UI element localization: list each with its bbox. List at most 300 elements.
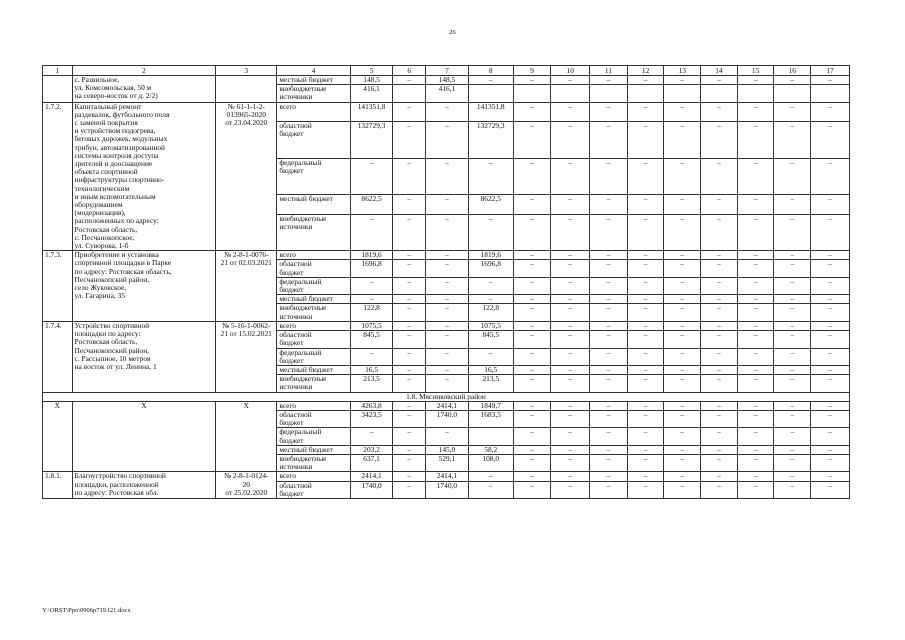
column-number-header: 15 [737,66,774,76]
amount-cell: – [664,375,701,392]
measure-name: Приобретение и установка спортивной площадки в Парке по адресу: Ростовская область, Песчанокопский район, село Жуковское, ул. Гагарина, 35 [72,251,216,322]
amount-cell: – [811,251,850,260]
amount-cell: – [811,260,850,277]
amount-cell: – [737,454,774,471]
approval-document: № 2-8-1-0124- 20 от 25.02.2020 [216,472,277,499]
amount-cell: – [774,445,811,454]
amount-cell: – [737,321,774,330]
amount-cell: 58,2 [468,445,513,454]
amount-cell: – [664,472,701,481]
approval-document: № 61-1-1-2- 013965-2020 от 23.04.2020 [216,102,277,251]
amount-cell: – [701,375,738,392]
column-number-header: 17 [811,66,850,76]
column-number-header: 5 [350,66,393,76]
amount-cell: – [627,445,664,454]
amount-cell: – [468,472,513,481]
amount-cell: – [468,76,513,85]
amount-cell: – [393,277,426,294]
amount-cell: – [426,277,469,294]
amount-cell: – [774,295,811,304]
amount-cell: 2414,1 [350,472,393,481]
amount-cell: – [811,321,850,330]
amount-cell: – [701,481,738,498]
amount-cell: – [737,481,774,498]
amount-cell: 108,0 [468,454,513,471]
approval-document: Х [216,401,277,472]
amount-cell: – [811,410,850,427]
amount-cell: – [393,304,426,321]
table-row [43,321,850,330]
amount-cell: – [513,260,551,277]
amount-cell: – [627,121,664,158]
amount-cell: – [811,195,850,214]
amount-cell: – [513,481,551,498]
amount-cell: – [393,321,426,330]
amount-cell: 148,5 [350,76,393,85]
amount-cell: – [664,331,701,348]
amount-cell: 1740,0 [426,481,469,498]
amount-cell: – [774,251,811,260]
amount-cell: – [664,76,701,85]
amount-cell: – [627,251,664,260]
measure-name: Благоустройство спортивной площадки, расположенной по адресу: Ростовская обл. [72,472,216,499]
amount-cell: – [350,158,393,195]
amount-cell: – [664,445,701,454]
amount-cell: – [513,410,551,427]
amount-cell: – [627,401,664,410]
amount-cell: 16,5 [350,365,393,374]
funding-source: внебюджетные источники [277,304,350,321]
amount-cell: – [590,295,628,304]
amount-cell: – [551,158,590,195]
amount-cell: – [513,331,551,348]
amount-cell: – [468,277,513,294]
amount-cell: – [426,365,469,374]
amount-cell: 132729,3 [350,121,393,158]
amount-cell: – [350,277,393,294]
funding-source: федеральный бюджет [277,348,350,365]
amount-cell: – [513,295,551,304]
amount-cell: 1819,6 [350,251,393,260]
amount-cell: – [551,295,590,304]
amount-cell: – [426,195,469,214]
amount-cell: – [701,121,738,158]
column-number-header: 12 [627,66,664,76]
section-row [43,392,850,401]
amount-cell: – [468,348,513,365]
table-row [43,401,850,410]
amount-cell: – [426,158,469,195]
amount-cell: – [426,102,469,121]
amount-cell: – [737,304,774,321]
amount-cell: – [811,348,850,365]
amount-cell: 1740,0 [426,410,469,427]
budget-table [42,65,850,499]
amount-cell: – [737,472,774,481]
amount-cell: – [426,375,469,392]
amount-cell: – [627,304,664,321]
column-number-header: 6 [393,66,426,76]
amount-cell: 203,2 [350,445,393,454]
measure-name: с. Развильное, ул. Комсомольская, 50 м на северо-восток от д. 2/2) [72,76,216,103]
amount-cell: – [590,102,628,121]
amount-cell: – [468,481,513,498]
table-row [43,102,850,121]
column-number-header: 2 [72,66,216,76]
amount-cell: – [627,428,664,445]
amount-cell: 845,5 [468,331,513,348]
amount-cell: – [551,214,590,251]
measure-name: Устройство спортивной площадки по адресу: Ростовская область, Песчанокопский район, с. Рассыпное, 10 метров на восток от ул. Ленина, 1 [72,321,216,392]
amount-cell: – [393,76,426,85]
amount-cell: – [664,348,701,365]
amount-cell: – [737,251,774,260]
amount-cell: – [590,365,628,374]
amount-cell: – [551,260,590,277]
funding-source: внебюджетные источники [277,375,350,392]
amount-cell: – [350,428,393,445]
amount-cell: – [774,214,811,251]
amount-cell: 148,5 [426,76,469,85]
amount-cell: – [811,76,850,85]
amount-cell: – [590,76,628,85]
amount-cell: – [513,365,551,374]
amount-cell: 213,5 [350,375,393,392]
amount-cell: – [468,214,513,251]
page-number: 26 [449,29,456,36]
measure-name: Х [72,401,216,472]
section-title: 1.8. Мясниковский район [43,392,850,401]
amount-cell: – [513,277,551,294]
table-row [43,251,850,260]
amount-cell: – [737,375,774,392]
amount-cell: – [811,295,850,304]
amount-cell: – [811,481,850,498]
amount-cell: – [393,481,426,498]
funding-source: местный бюджет [277,76,350,85]
amount-cell: – [627,158,664,195]
amount-cell: – [701,277,738,294]
amount-cell: – [590,375,628,392]
amount-cell: – [513,102,551,121]
amount-cell: 1683,5 [468,410,513,427]
amount-cell: – [590,331,628,348]
amount-cell: – [551,445,590,454]
amount-cell: – [701,472,738,481]
amount-cell: – [513,251,551,260]
amount-cell: – [811,277,850,294]
amount-cell: 637,1 [350,454,393,471]
amount-cell: 8622,5 [468,195,513,214]
amount-cell: – [811,454,850,471]
amount-cell: – [627,454,664,471]
amount-cell [701,85,738,102]
approval-document: № 5-16-1-0062- 21 от 15.02.2021 [216,321,277,392]
amount-cell: – [513,321,551,330]
funding-source: местный бюджет [277,295,350,304]
amount-cell: 16,5 [468,365,513,374]
amount-cell: – [701,260,738,277]
amount-cell: – [590,251,628,260]
amount-cell: – [811,365,850,374]
amount-cell: – [627,375,664,392]
amount-cell [774,85,811,102]
funding-source: местный бюджет [277,365,350,374]
amount-cell: – [551,401,590,410]
amount-cell: – [737,195,774,214]
amount-cell [664,85,701,102]
amount-cell: – [811,401,850,410]
amount-cell: – [737,102,774,121]
amount-cell: – [590,260,628,277]
amount-cell: – [513,121,551,158]
amount-cell: – [774,454,811,471]
amount-cell: – [590,195,628,214]
amount-cell: – [426,304,469,321]
amount-cell: 2414,1 [426,472,469,481]
amount-cell: – [774,401,811,410]
amount-cell: – [664,277,701,294]
amount-cell: 1075,5 [350,321,393,330]
amount-cell: 4263,8 [350,401,393,410]
amount-cell: – [737,445,774,454]
measure-code: 1.8.1. [43,472,73,499]
measure-code [43,76,73,103]
amount-cell: – [468,158,513,195]
amount-cell: – [664,102,701,121]
amount-cell: – [551,195,590,214]
table-row [43,76,850,85]
amount-cell: – [701,76,738,85]
amount-cell: – [590,401,628,410]
amount-cell [811,85,850,102]
amount-cell: 132729,3 [468,121,513,158]
funding-source: федеральный бюджет [277,428,350,445]
amount-cell: – [737,121,774,158]
amount-cell: – [551,277,590,294]
amount-cell: – [393,121,426,158]
amount-cell: – [551,121,590,158]
amount-cell: – [468,295,513,304]
amount-cell: – [664,454,701,471]
amount-cell: – [811,472,850,481]
amount-cell: – [393,472,426,481]
amount-cell: – [737,295,774,304]
amount-cell: – [590,304,628,321]
amount-cell: – [551,331,590,348]
amount-cell: – [701,321,738,330]
amount-cell: 529,1 [426,454,469,471]
amount-cell: – [513,158,551,195]
amount-cell: – [701,348,738,365]
amount-cell: – [774,304,811,321]
amount-cell: – [551,251,590,260]
amount-cell: – [701,454,738,471]
amount-cell: – [627,102,664,121]
amount-cell: 8622,5 [350,195,393,214]
amount-cell: – [811,121,850,158]
amount-cell: – [551,454,590,471]
funding-source: областной бюджет [277,481,350,498]
amount-cell: – [551,410,590,427]
column-number-header: 4 [277,66,350,76]
amount-cell: – [701,401,738,410]
amount-cell: – [393,260,426,277]
amount-cell: – [774,121,811,158]
amount-cell: – [590,121,628,158]
funding-source: всего [277,102,350,121]
measure-code: Х [43,401,73,472]
amount-cell [551,85,590,102]
amount-cell: – [393,454,426,471]
amount-cell: – [590,454,628,471]
amount-cell: – [513,304,551,321]
amount-cell: – [551,365,590,374]
amount-cell: – [737,428,774,445]
amount-cell: – [590,348,628,365]
funding-source: областной бюджет [277,410,350,427]
amount-cell: – [774,260,811,277]
header-row [43,66,850,76]
measure-code: 1.7.2. [43,102,73,251]
amount-cell: – [513,445,551,454]
amount-cell: – [664,321,701,330]
amount-cell: – [513,76,551,85]
funding-source: всего [277,251,350,260]
funding-source: областной бюджет [277,260,350,277]
amount-cell: – [701,365,738,374]
column-number-header: 16 [774,66,811,76]
amount-cell: – [426,121,469,158]
amount-cell: – [426,321,469,330]
amount-cell: – [513,214,551,251]
amount-cell: – [737,410,774,427]
amount-cell: – [590,445,628,454]
table-row [43,472,850,481]
amount-cell: – [627,481,664,498]
amount-cell: – [551,375,590,392]
amount-cell: – [701,295,738,304]
amount-cell: – [393,214,426,251]
amount-cell: 3423,5 [350,410,393,427]
amount-cell [627,85,664,102]
amount-cell: – [664,251,701,260]
amount-cell: – [551,76,590,85]
approval-document [216,76,277,103]
column-number-header: 3 [216,66,277,76]
amount-cell: – [811,428,850,445]
amount-cell: – [551,321,590,330]
amount-cell: 1696,8 [468,260,513,277]
amount-cell: – [774,348,811,365]
amount-cell: – [393,295,426,304]
funding-source: областной бюджет [277,331,350,348]
amount-cell: – [664,481,701,498]
amount-cell: – [737,158,774,195]
amount-cell: 1849,7 [468,401,513,410]
funding-source: внебюджетные источники [277,454,350,471]
amount-cell: – [701,195,738,214]
amount-cell: – [664,195,701,214]
amount-cell: 1075,5 [468,321,513,330]
amount-cell: – [664,401,701,410]
amount-cell: – [551,428,590,445]
amount-cell: – [627,321,664,330]
amount-cell [590,85,628,102]
amount-cell: – [701,158,738,195]
amount-cell: – [627,472,664,481]
amount-cell: – [737,401,774,410]
amount-cell: – [590,428,628,445]
amount-cell: – [426,348,469,365]
amount-cell: – [664,295,701,304]
measure-code: 1.7.4. [43,321,73,392]
amount-cell: – [393,365,426,374]
amount-cell: 416,1 [426,85,469,102]
amount-cell: – [701,251,738,260]
amount-cell: – [350,348,393,365]
amount-cell: – [664,428,701,445]
amount-cell: – [811,445,850,454]
amount-cell: – [774,102,811,121]
funding-source: внебюджетные источники [277,214,350,251]
amount-cell: – [701,214,738,251]
amount-cell: – [590,277,628,294]
amount-cell: 145,0 [426,445,469,454]
column-number-header: 7 [426,66,469,76]
amount-cell: – [590,321,628,330]
amount-cell: – [664,365,701,374]
amount-cell: 122,8 [350,304,393,321]
amount-cell: – [627,260,664,277]
amount-cell: – [774,410,811,427]
column-number-header: 10 [551,66,590,76]
amount-cell [513,85,551,102]
measure-name: Капитальный ремонт раздевалок, футбольного поля с заменой покрытия и устройством подогрева, беговых дорожек, модульных трибун, автоматизированной системы контроля доступа зрителей и дооснащение объекта спортивной инфраструктуры спортивно- технологическим и иным вспомогательным оборудованием (модернизация), расположенных по адресу: Ростовская область, с. Песчанокопское, ул. Суворова, 1-б [72,102,216,251]
amount-cell: 1696,8 [350,260,393,277]
amount-cell [393,85,426,102]
amount-cell: – [737,76,774,85]
amount-cell: – [811,331,850,348]
amount-cell: – [513,401,551,410]
amount-cell: – [426,295,469,304]
amount-cell: – [551,102,590,121]
amount-cell: – [551,304,590,321]
column-number-header: 1 [43,66,73,76]
amount-cell: – [664,410,701,427]
amount-cell: – [590,410,628,427]
amount-cell: 2414,1 [426,401,469,410]
amount-cell: – [393,102,426,121]
amount-cell: – [393,158,426,195]
amount-cell: – [737,348,774,365]
column-number-header: 9 [513,66,551,76]
amount-cell: – [811,158,850,195]
amount-cell: – [774,375,811,392]
amount-cell: – [627,76,664,85]
funding-source: федеральный бюджет [277,158,350,195]
amount-cell: – [590,472,628,481]
amount-cell: – [426,214,469,251]
amount-cell: 141351,8 [350,102,393,121]
amount-cell: – [811,214,850,251]
funding-source: областной бюджет [277,121,350,158]
amount-cell: – [393,428,426,445]
amount-cell: – [664,158,701,195]
amount-cell [737,85,774,102]
amount-cell: – [590,158,628,195]
amount-cell [468,85,513,102]
